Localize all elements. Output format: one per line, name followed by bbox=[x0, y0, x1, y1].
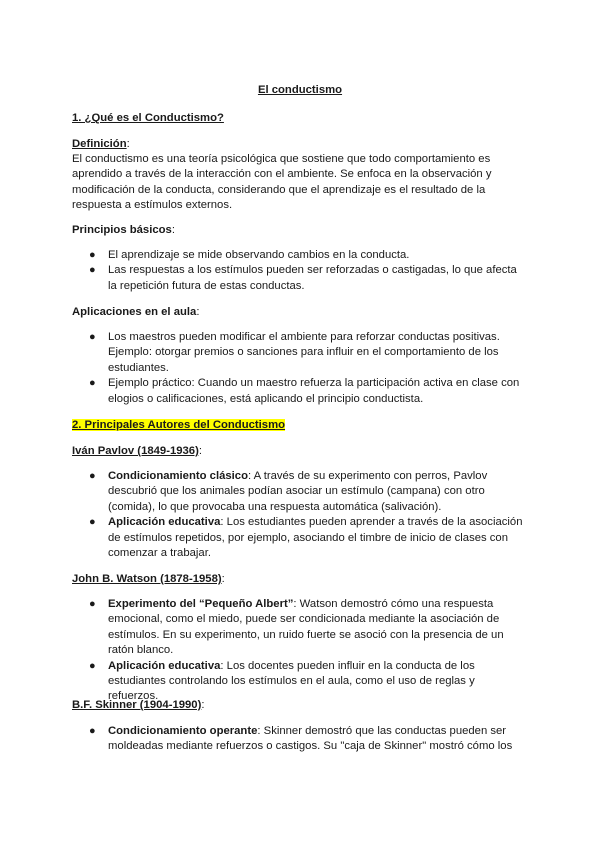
pavlov-list bbox=[72, 469, 528, 561]
section-1-heading: 1. ¿Qué es el Conductismo? bbox=[72, 112, 224, 124]
bullet-icon: ● bbox=[89, 264, 96, 277]
skinner-heading: B.F. Skinner (1904-1990): bbox=[72, 699, 205, 711]
watson-heading: John B. Watson (1878-1958): bbox=[72, 573, 225, 585]
definicion-paragraph: El conductismo es una teoría psicológica que sostiene que todo comportamiento es aprendido a través de la interacción con el ambiente. Se enfoca en la observación y modificación de la conducta, considerando que el aprendizaje es el resultado de la respuesta a estímulos externos. bbox=[72, 153, 492, 212]
bullet-icon: ● bbox=[89, 516, 96, 529]
bullet-icon: ● bbox=[89, 659, 96, 672]
aplicaciones-list bbox=[72, 330, 528, 407]
aplicaciones-heading: Aplicaciones en el aula: bbox=[72, 306, 200, 318]
principios-list bbox=[72, 248, 528, 294]
section-2-heading: 2. Principales Autores del Conductismo bbox=[72, 419, 286, 431]
list-item: ● Ejemplo práctico: Cuando un maestro refuerza la participación activa en clase con elogios o calificaciones, está aplicando el principio conductista. bbox=[89, 377, 520, 405]
principios-heading: Principios básicos: bbox=[72, 224, 175, 236]
watson-list bbox=[72, 597, 528, 705]
list-item: ● Experimento del “Pequeño Albert”: Watson demostró cómo una respuesta emocional, como el miedo, puede ser condicionada mediante la asociación de estímulos. En su experimento, un ruido fuerte se asoció con la presencia de un ratón blanco. bbox=[89, 598, 504, 657]
list-item: ● Aplicación educativa: Los estudiantes pueden aprender a través de la asociación de estímulos repetidos, por ejemplo, asociando el timbre de inicio de clases con comenzar a trabajar. bbox=[89, 516, 523, 560]
list-item: ● El aprendizaje se mide observando cambios en la conducta. bbox=[72, 248, 528, 263]
bullet-icon: ● bbox=[89, 377, 96, 390]
document-title: El conductismo bbox=[257, 84, 343, 96]
skinner-list bbox=[72, 724, 528, 755]
bullet-icon: ● bbox=[89, 331, 96, 343]
bullet-icon: ● bbox=[89, 725, 96, 737]
bullet-icon: ● bbox=[89, 470, 96, 482]
definicion-heading: Definición: bbox=[72, 138, 130, 150]
list-item: ● Condicionamiento clásico: A través de su experimento con perros, Pavlov descubrió que los animales podían asociar un estímulo (campana) con otro (comida), lo que provocaba una respuesta automática (salivación). bbox=[89, 470, 488, 513]
pavlov-heading: Iván Pavlov (1849-1936): bbox=[72, 445, 202, 457]
bullet-icon: ● bbox=[89, 249, 96, 261]
list-item: ● Las respuestas a los estímulos pueden ser reforzadas o castigadas, lo que afecta la repetición futura de estas conductas. bbox=[89, 264, 517, 292]
list-item: ● Condicionamiento operante: Skinner demostró que las conductas pueden ser moldeadas mediante refuerzos o castigos. Su "caja de Skinner" mostró cómo los bbox=[89, 725, 513, 753]
list-item: ● Aplicación educativa: Los docentes pueden influir en la conducta de los estudiantes controlando los estímulos en el aula, como el uso de reglas y refuerzos. bbox=[89, 659, 475, 703]
list-item: ● Los maestros pueden modificar el ambiente para reforzar conductas positivas. Ejemplo: otorgar premios o sanciones para influir en el comportamiento de los estudiantes. bbox=[89, 331, 500, 374]
bullet-icon: ● bbox=[89, 598, 96, 610]
